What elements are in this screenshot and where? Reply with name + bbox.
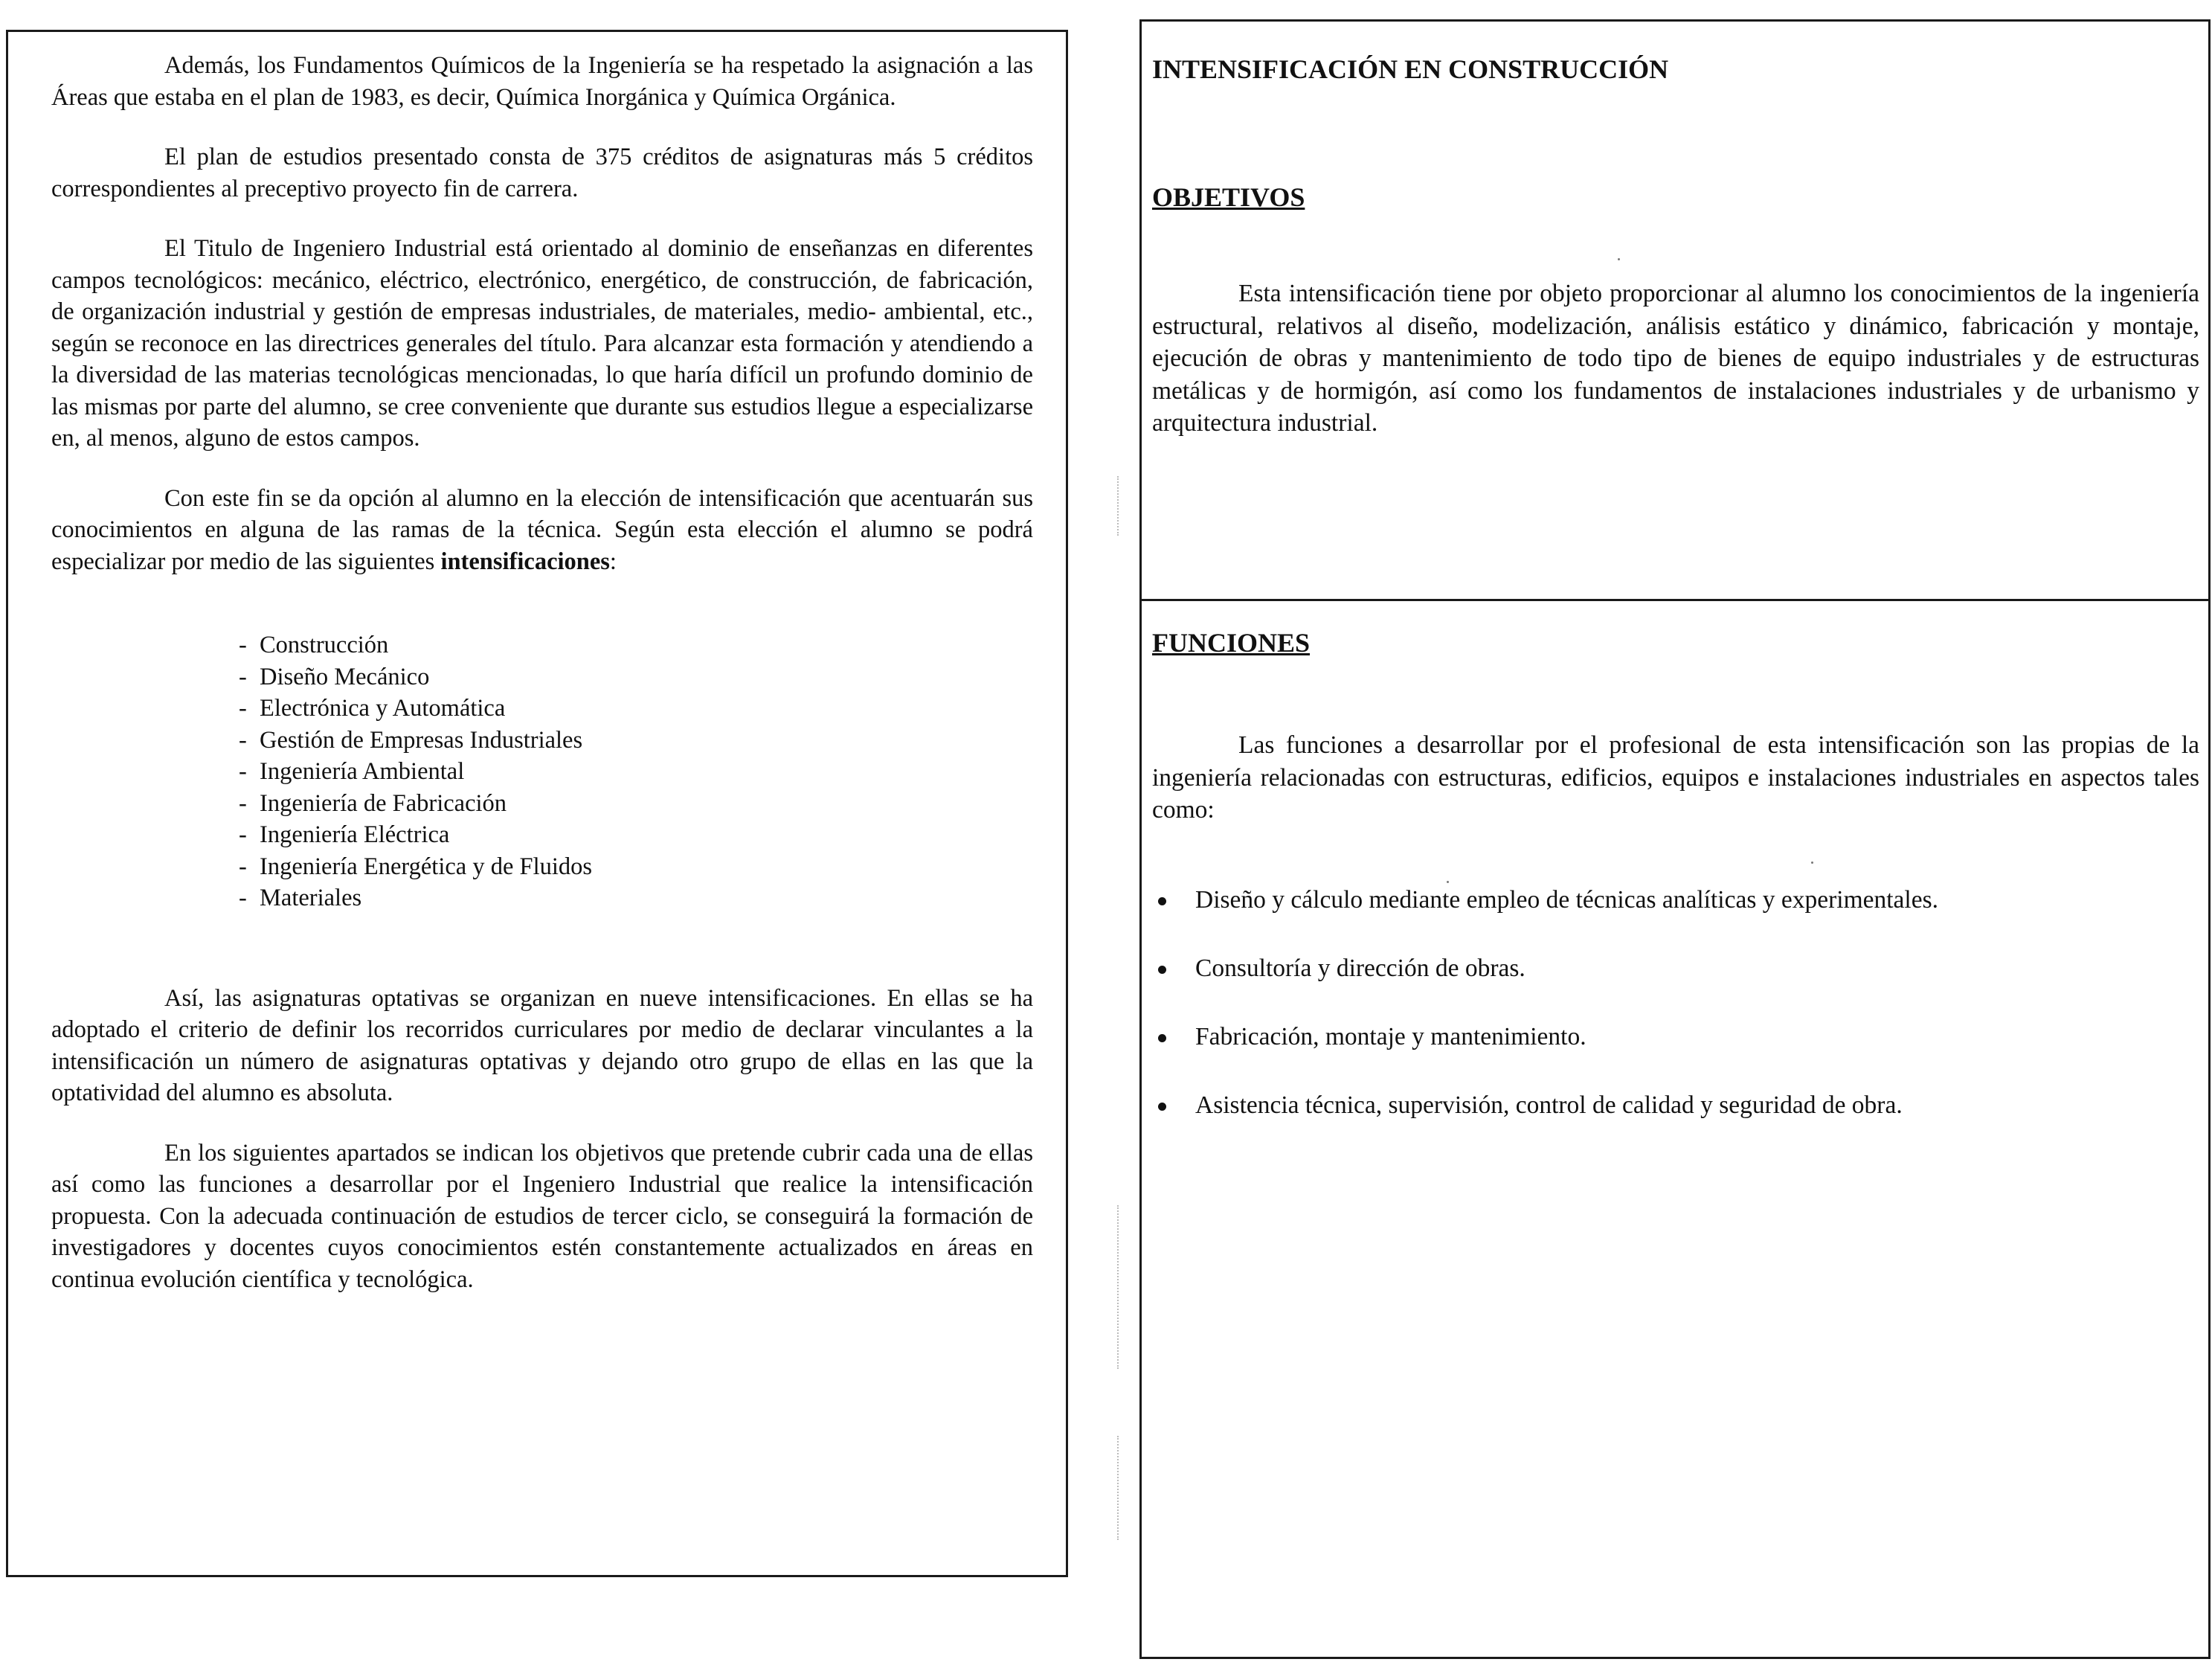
scan-speck — [1447, 881, 1449, 883]
paragraph-opcion-text: Con este fin se da opción al alumno en la elección de intensificación que acentuarán sus conocimientos en alguna de las ramas de la técnica. Según esta elección el alumno se podrá especializar por medio de las siguientes — [51, 484, 1033, 575]
list-item-text: Diseño y cálculo mediante empleo de técnicas analíticas y experimentales. — [1195, 885, 1939, 914]
fold-guide-mark — [1117, 1436, 1119, 1540]
paragraph-siguientes-apartados: En los siguientes apartados se indican los objetivos que pretende cubrir cada una de ellas así como las funciones a desarrollar por el Ingeniero Industrial que realice la intensificación propuesta. Con la adecuada continuación de estudios de tercer ciclo, se conseguirá la formación de investigadores y docentes cuyos conocimientos estén constantemente actualizados en áreas en continua evolución científica y tecnológica. — [51, 1139, 1033, 1293]
list-item-text: Materiales — [260, 885, 362, 911]
funciones-panel — [1139, 599, 2211, 1659]
intensificaciones-list — [239, 629, 1033, 914]
list-item: - Ingeniería de Fabricación — [239, 789, 507, 817]
list-item — [1152, 1090, 2199, 1121]
list-item-text: Construcción — [260, 632, 389, 658]
list-item: - Ingeniería Energética y de Fluidos — [239, 853, 593, 880]
intensificaciones-keyword: intensificaciones — [440, 548, 610, 575]
page-title: INTENSIFICACIÓN EN CONSTRUCCIÓN — [1152, 54, 1669, 84]
list-item: - Materiales — [239, 885, 362, 911]
list-item-text: Asistencia técnica, supervisión, control de calidad y seguridad de obra. — [1195, 1091, 1903, 1119]
list-item-text: Ingeniería Eléctrica — [260, 821, 450, 848]
list-item: - Construcción — [239, 632, 389, 658]
list-item — [1152, 885, 2199, 916]
list-item: - Diseño Mecánico — [239, 663, 430, 690]
paragraph-opcion-colon: : — [609, 548, 617, 575]
list-item: - Ingeniería Eléctrica — [239, 821, 450, 848]
list-item-text: Electrónica y Automática — [260, 695, 506, 722]
fold-guide-mark — [1117, 476, 1119, 536]
paragraph-opcion-intensificacion — [51, 483, 1033, 578]
left-text-panel — [6, 30, 1068, 1577]
objetivos-panel — [1139, 19, 2211, 601]
list-item-text: Ingeniería Ambiental — [260, 758, 465, 785]
bullet-icon — [1158, 966, 1166, 974]
bullet-icon — [1158, 1103, 1166, 1111]
list-item — [1152, 953, 2199, 984]
funciones-heading: FUNCIONES — [1152, 628, 1311, 658]
list-item-text: Fabricación, montaje y mantenimiento. — [1195, 1022, 1586, 1050]
list-item — [1152, 1021, 2199, 1053]
bullet-icon — [1158, 1034, 1166, 1042]
paragraph-plan-de-estudios: El plan de estudios presentado consta de 375 créditos de asignaturas más 5 créditos correspondientes al preceptivo proyecto fin de carrera. — [51, 144, 1033, 202]
list-item-text: Consultoría y dirección de obras. — [1195, 954, 1525, 982]
paragraph-asignaturas-optativas: Así, las asignaturas optativas se organizan en nueve intensificaciones. En ellas se ha adoptado el criterio de definir los recorridos curriculares por medio de declarar vinculantes a la intensificación un número de asignaturas optativas y dejando otro grupo de ellas en las que la optatividad del alumno es absoluta. — [51, 984, 1033, 1106]
scan-speck — [1618, 258, 1620, 260]
paragraph-titulo-ingeniero: El Titulo de Ingeniero Industrial está orientado al dominio de enseñanzas en diferentes campos tecnológicos: mecánico, eléctrico, electrónico, energético, de construcción, de fabricación, de organización industrial y gestión de empresas industriales, de materiales, medio- ambiental, etc., según se reconoce en las directrices generales del título. Para alcanzar esta formación y atendiendo a la diversidad de las materias tecnológicas mencionadas, lo que haría difícil un profundo dominio de las mismas por parte del alumno, se cree conveniente que durante sus estudios llegue a especializarse en, al menos, alguno de estos campos. — [51, 235, 1033, 452]
list-item: - Ingeniería Ambiental — [239, 758, 465, 785]
objetivos-paragraph: Esta intensificación tiene por objeto proporcionar al alumno los conocimientos de la ingeniería estructural, relativos al diseño, modelización, análisis estático y dinámico, fabricación y montaje, ejecución de obras y mantenimiento de todo tipo de bienes de equipo industriales y de estructuras metálicas y de hormigón, así como los fundamentos de instalaciones industriales y de urbanismo y arquitectura industrial. — [1152, 280, 2199, 437]
list-item: - Electrónica y Automática — [239, 695, 506, 722]
funciones-list — [1152, 885, 2199, 1121]
objetivos-heading: OBJETIVOS — [1152, 182, 1305, 212]
fold-guide-mark — [1117, 1205, 1119, 1369]
list-item-text: Diseño Mecánico — [260, 663, 430, 690]
paragraph-fundamentos-quimicos: Además, los Fundamentos Químicos de la Ingeniería se ha respetado la asignación a las Áreas que estaba en el plan de 1983, es decir, Química Inorgánica y Química Orgánica. — [51, 52, 1033, 111]
list-item-text: Ingeniería de Fabricación — [260, 789, 507, 817]
list-item-text: Gestión de Empresas Industriales — [260, 726, 583, 754]
scan-speck — [1811, 862, 1813, 864]
list-item-text: Ingeniería Energética y de Fluidos — [260, 853, 593, 880]
bullet-icon — [1158, 897, 1166, 905]
funciones-paragraph: Las funciones a desarrollar por el profesional de esta intensificación son las propias de la ingeniería relacionadas con estructuras, edificios, equipos e instalaciones industriales en aspectos tales como: — [1152, 731, 2199, 824]
list-item: - Gestión de Empresas Industriales — [239, 726, 583, 754]
